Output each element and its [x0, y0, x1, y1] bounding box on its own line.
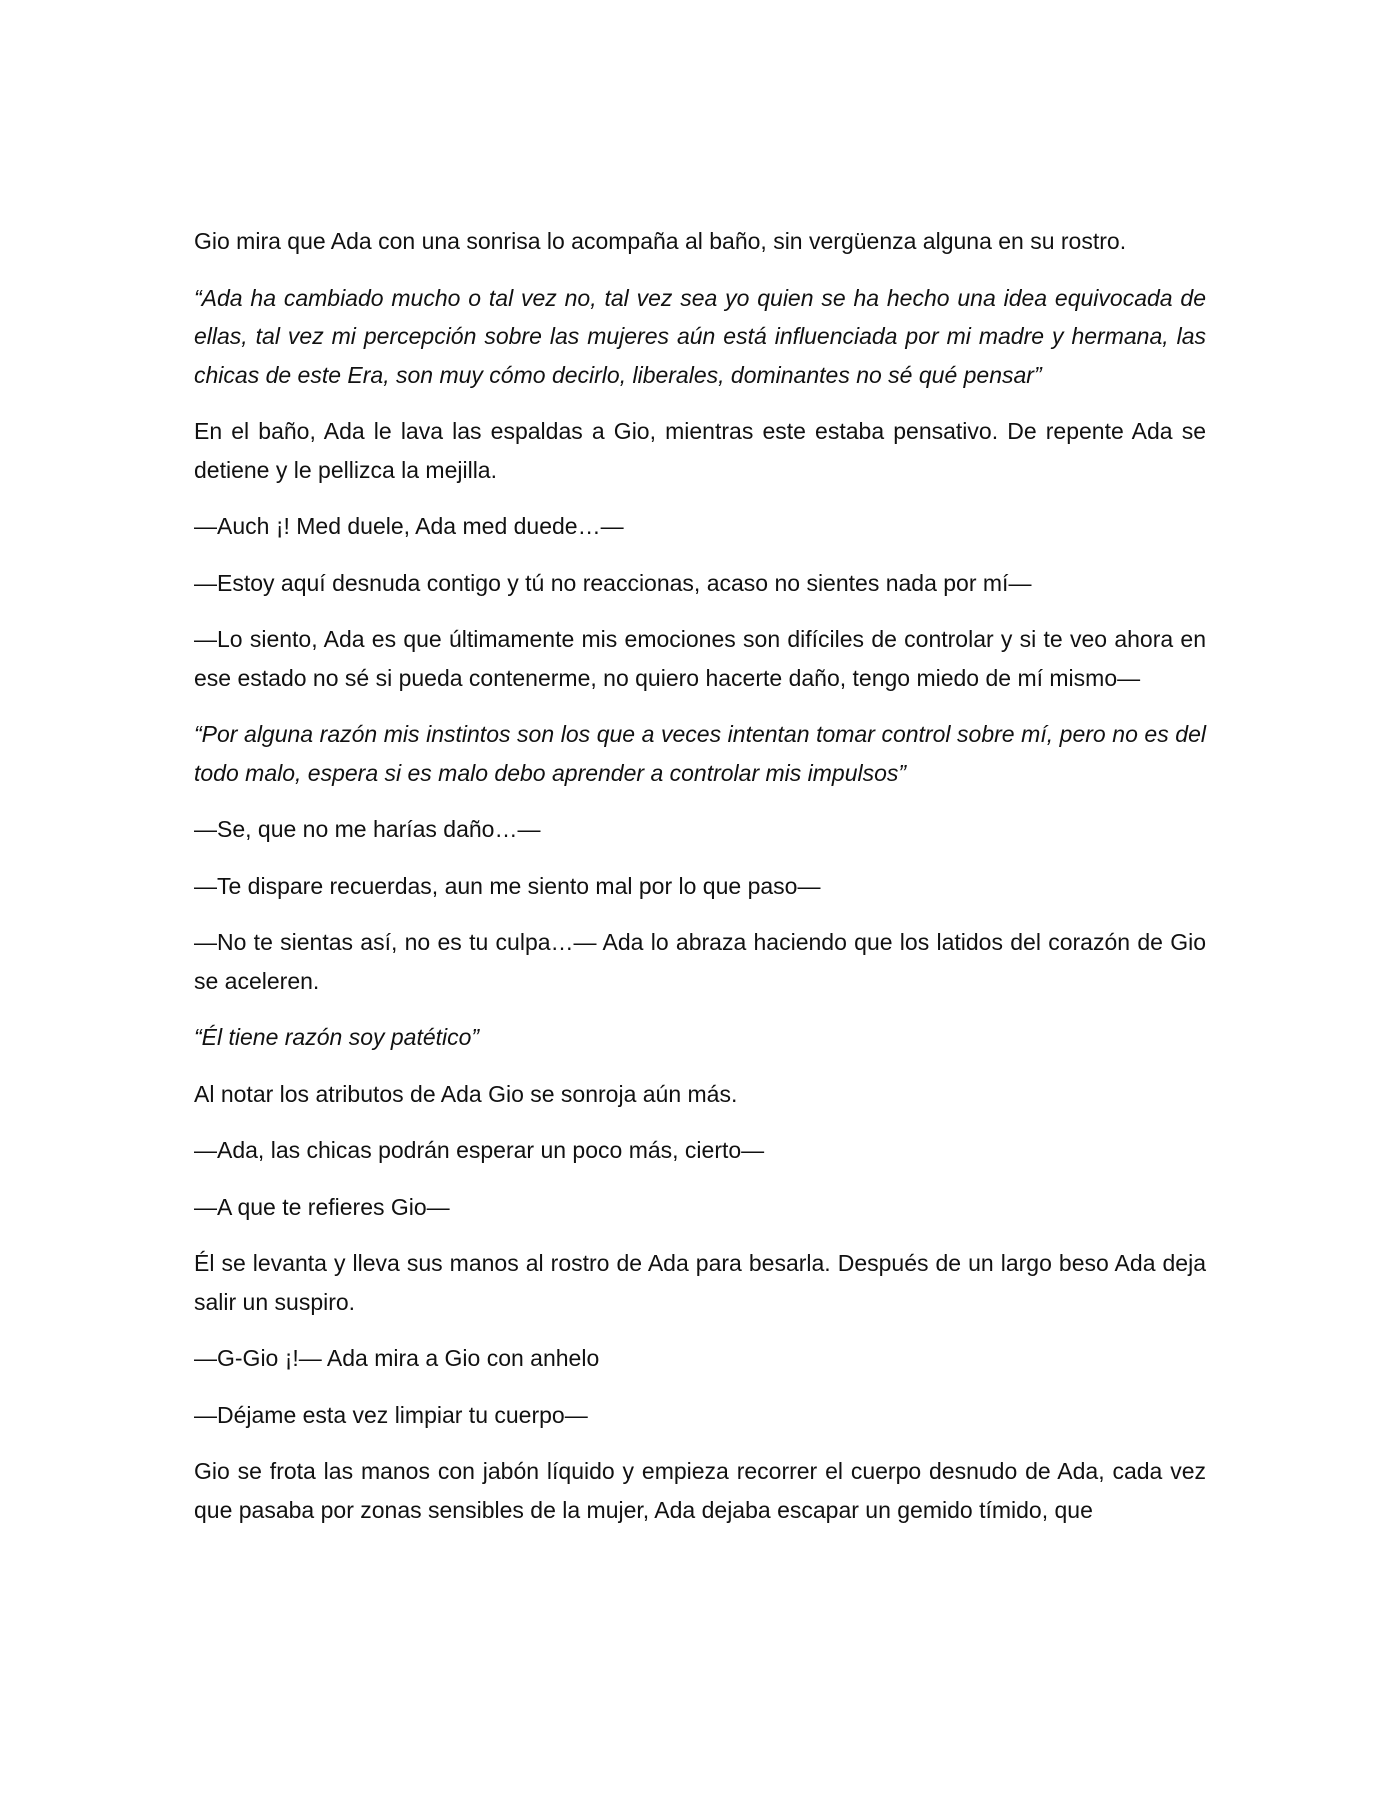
dialogue-line: —Déjame esta vez limpiar tu cuerpo— — [194, 1401, 588, 1428]
dialogue-line: —Se, que no me harías daño…— — [194, 816, 541, 842]
paragraph: Al notar los atributos de Ada Gio se sonroja aún más. — [194, 1080, 738, 1107]
dialogue-line: —Auch ¡! Med duele, Ada med duede…— — [194, 513, 624, 539]
dialogue-line: —Estoy aquí desnuda contigo y tú no reaccionas, acaso no sientes nada por mí— — [194, 569, 1032, 596]
dialogue-line: —Lo siento, Ada es que últimamente mis emociones son difíciles de controlar y si te veo ahora en ese estado no sé si pueda contenerme, no quiero hacerte daño, tengo miedo de mí mismo— — [194, 626, 1206, 691]
dialogue-line: —Ada, las chicas podrán esperar un poco más, cierto— — [194, 1137, 765, 1163]
dialogue-line: —Te dispare recuerdas, aun me siento mal por lo que paso— — [194, 872, 821, 899]
paragraph: En el baño, Ada le lava las espaldas a Gio, mientras este estaba pensativo. De repente Ada se detiene y le pellizca la mejilla. — [194, 418, 1206, 483]
paragraph: Él se levanta y lleva sus manos al rostro de Ada para besarla. Después de un largo beso Ada deja salir un suspiro. — [194, 1250, 1206, 1315]
dialogue-line: —No te sientas así, no es tu culpa…— Ada lo abraza haciendo que los latidos del corazón de Gio se aceleren. — [194, 929, 1206, 994]
dialogue-line: —G-Gio ¡!— Ada mira a Gio con anhelo — [194, 1345, 600, 1371]
paragraph: Gio se frota las manos con jabón líquido y empieza recorrer el cuerpo desnudo de Ada, cada vez que pasaba por zonas sensibles de la mujer, Ada dejaba escapar un gemido tímido, que — [194, 1458, 1206, 1523]
document-body — [194, 222, 1206, 1547]
paragraph-thought: “Por alguna razón mis instintos son los que a veces intentan tomar control sobre mí, pero no es del todo malo, espera si es malo debo aprender a controlar mis impulsos” — [194, 721, 1206, 786]
paragraph-thought: “Él tiene razón soy patético” — [194, 1024, 480, 1050]
paragraph: Gio mira que Ada con una sonrisa lo acompaña al baño, sin vergüenza alguna en su rostro. — [194, 228, 1127, 254]
paragraph-thought: “Ada ha cambiado mucho o tal vez no, tal vez sea yo quien se ha hecho una idea equivocada de ellas, tal vez mi percepción sobre las mujeres aún está influenciada por mi madre y hermana, las chicas de este Era, son muy cómo decirlo, liberales, dominantes no sé qué pensar” — [194, 284, 1206, 388]
dialogue-line: —A que te refieres Gio— — [194, 1193, 450, 1220]
